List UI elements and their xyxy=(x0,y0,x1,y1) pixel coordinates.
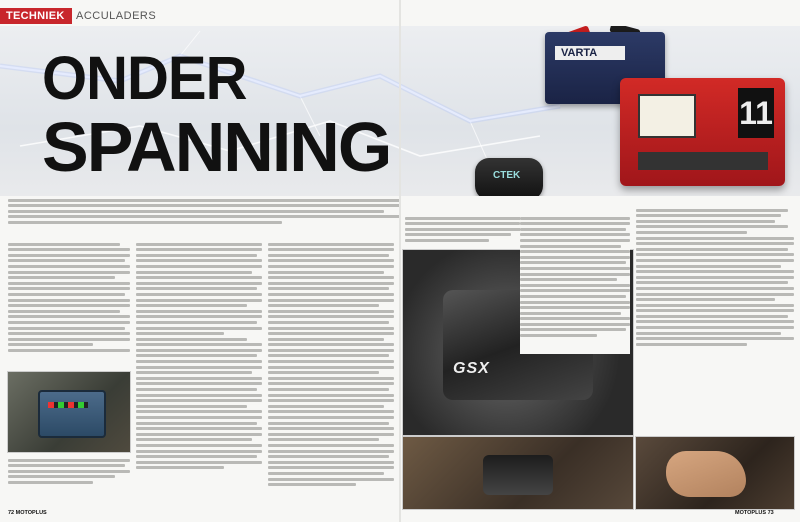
footer-right xyxy=(735,509,774,517)
footer-left xyxy=(8,509,47,517)
charger-number: 11 xyxy=(738,88,774,138)
right-column-3 xyxy=(636,206,794,358)
footer-brand-left: MOTOPLUS xyxy=(15,510,47,516)
charger-meter-icon xyxy=(638,94,696,138)
charger-illustration xyxy=(620,78,785,186)
photo-charging-connector xyxy=(403,437,633,509)
subsection-label: ACCULADERS xyxy=(76,10,157,22)
intro-paragraph xyxy=(8,196,400,227)
page-number-left: 72 xyxy=(8,510,15,516)
charger-device-icon xyxy=(38,390,106,438)
caption-left-photo xyxy=(8,456,130,487)
headline-line-1: ONDER xyxy=(42,44,247,113)
section-label: TECHNIEK xyxy=(0,8,72,24)
page-number-right: 73 xyxy=(767,510,774,516)
ctek-charger-illustration xyxy=(475,158,543,196)
battery-brand: VARTA xyxy=(561,47,598,59)
photo-battery-charger xyxy=(8,372,130,452)
footer-brand-right: MOTOPLUS xyxy=(735,510,767,516)
left-column-1 xyxy=(8,240,130,368)
headline-line-2: SPANNING xyxy=(42,108,391,186)
engine-badge: GSX xyxy=(453,360,490,377)
status-led-icon xyxy=(48,402,88,408)
ctek-logo: CTEK xyxy=(493,170,521,181)
caption-ctek xyxy=(405,214,525,245)
right-column-1 xyxy=(520,214,630,354)
page-gutter xyxy=(399,0,401,522)
connector-plug-icon xyxy=(483,455,553,495)
left-column-3 xyxy=(268,240,394,506)
left-column-2 xyxy=(136,240,262,506)
photo-hand-plug xyxy=(636,437,794,509)
hand-image xyxy=(666,451,746,497)
charger-bar xyxy=(638,152,768,170)
